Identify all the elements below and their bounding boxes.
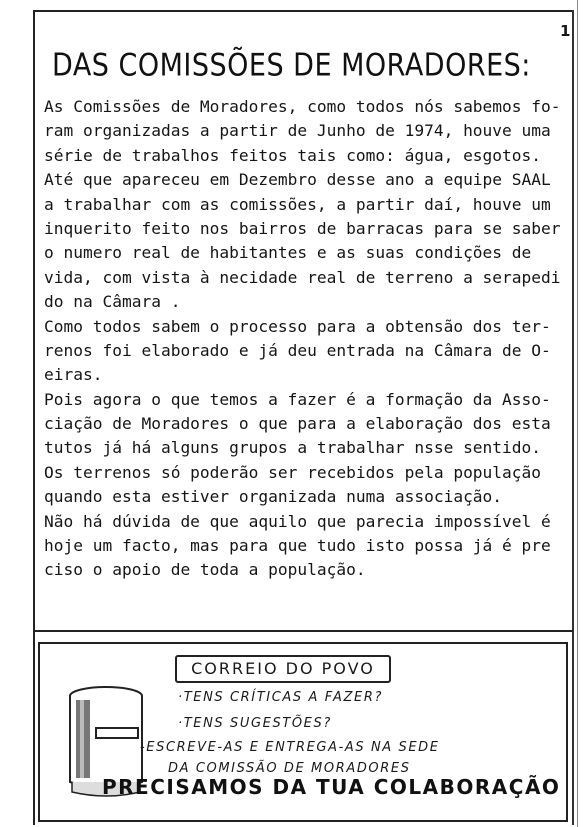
article-line: inquerito feito nos bairros de barracas para se saber [44, 218, 561, 238]
article-line: Até que apareceu em Dezembro desse ano a equipe SAAL [44, 170, 551, 190]
article-line: Os terrenos só poderão ser recebidos pela população [44, 462, 542, 482]
article-line: do na Câmara . [44, 292, 181, 312]
article-line: série de trabalhos feitos tais como: água, esgotos. [44, 145, 542, 165]
margin-line [577, 0, 578, 827]
article-line: As Comissões de Moradores, como todos nós sabemos fo- [44, 97, 561, 116]
article-line: Como todos sabem o processo para a obtensão dos ter- [44, 316, 551, 336]
article-line: tutos já há alguns grupos a trabalhar nsse sentido. [44, 438, 542, 458]
article-line: a trabalhar com as comissões, a partir daí, houve um [44, 194, 551, 214]
page-border-left [33, 10, 35, 825]
box-title: CORREIO DO POVO [175, 655, 391, 683]
article-line: ciso o apoio de toda a população. [44, 560, 366, 580]
article-title: DAS COMISSÕES DE MORADORES: [52, 48, 531, 84]
article-line: hoje um facto, mas para que tudo isto possa já é pre [44, 536, 551, 556]
article-line: eiras. [44, 365, 103, 385]
box-line: ·TENS SUGESTÕES? [178, 716, 332, 731]
article-divider [33, 630, 573, 632]
article-line: ciação de Moradores o que para a elaboração dos esta [44, 414, 551, 434]
box-line: ·TENS CRÍTICAS A FAZER? [178, 690, 383, 705]
box-line: -ESCREVE-AS E ENTREGA-AS NA SEDE [140, 740, 440, 755]
article-line: Pois agora o que temos a fazer é a formação da Asso- [44, 389, 551, 409]
article-line: vida, com vista à necidade real de terreno a serapedi [44, 267, 561, 287]
page-border-top [33, 10, 573, 12]
article-line: ram organizadas a partir de Junho de 1974, houve uma [44, 121, 551, 141]
article-line: Não há dúvida de que aquilo que parecia impossível é [44, 511, 551, 531]
call-to-action: PRECISAMOS DA TUA COLABORAÇÃO [102, 775, 561, 799]
article-body [44, 95, 574, 583]
page-number: 1 [560, 22, 571, 40]
article-line: o numero real de habitantes e as suas condições de [44, 243, 532, 263]
article-line: quando esta estiver organizada numa associação. [44, 487, 503, 507]
article-line: renos foi elaborado e já deu entrada na Câmara de O- [44, 340, 551, 360]
box-line: DA COMISSÃO DE MORADORES [168, 761, 411, 776]
